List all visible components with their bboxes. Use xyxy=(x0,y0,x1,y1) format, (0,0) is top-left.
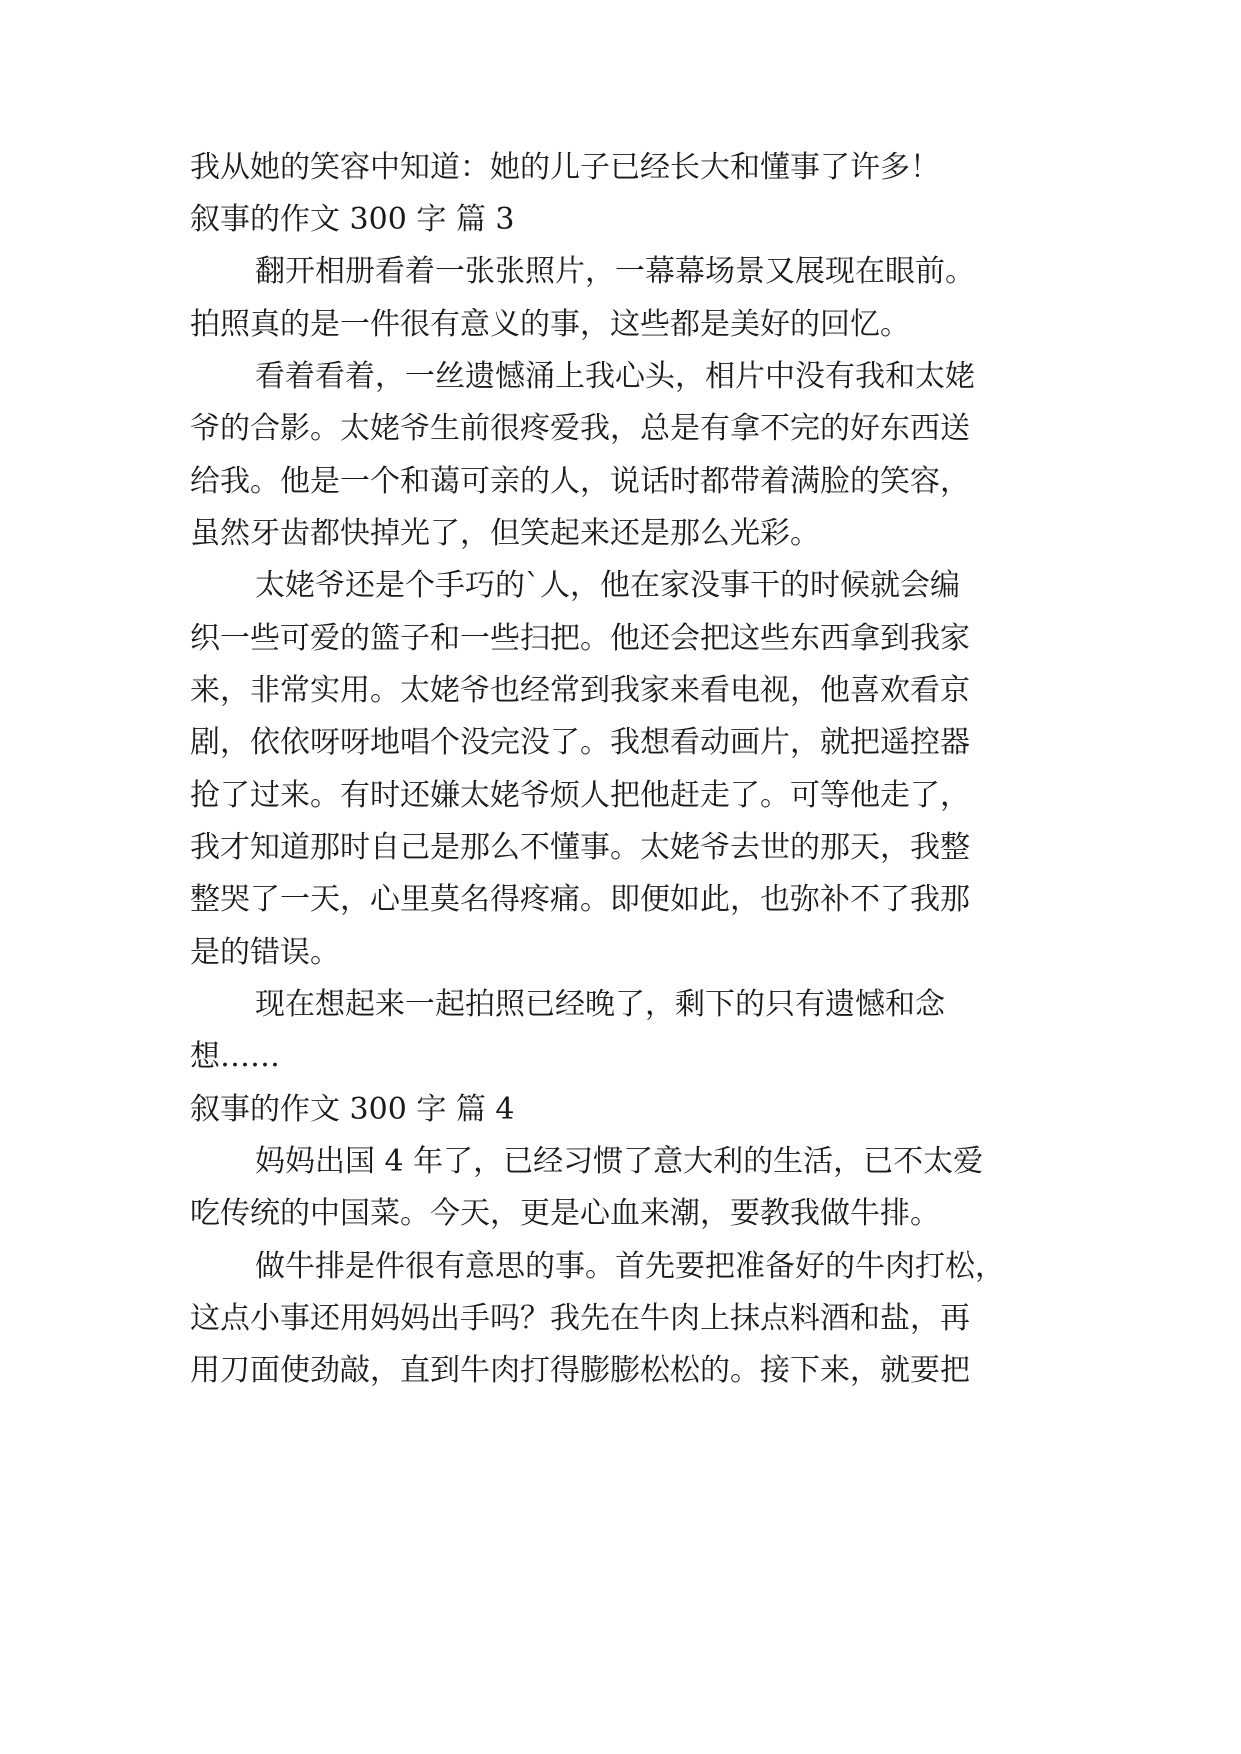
text-line: 给我。他是一个和蔼可亲的人，说话时都带着满脸的笑容， xyxy=(190,464,970,499)
text-line: 这点小事还用妈妈出手吗？我先在牛肉上抹点料酒和盐，再 xyxy=(190,1301,970,1336)
text-line: 现在想起来一起拍照已经晚了，剩下的只有遗憾和念 xyxy=(255,987,945,1022)
text-line: 织一些可爱的篮子和一些扫把。他还会把这些东西拿到我家 xyxy=(190,621,970,656)
text-line: 用刀面使劲敲，直到牛肉打得膨膨松松的。接下来，就要把 xyxy=(190,1353,970,1388)
text-line: 我才知道那时自己是那么不懂事。太姥爷去世的那天，我整 xyxy=(190,830,970,865)
text-line: 太姥爷还是个手巧的`人，他在家没事干的时候就会编 xyxy=(255,568,960,603)
text-line: 是的错误。 xyxy=(190,935,340,970)
text-line: 整哭了一天，心里莫名得疼痛。即便如此，也弥补不了我那 xyxy=(190,882,970,917)
text-line: 想…… xyxy=(190,1039,280,1074)
text-line: 做牛排是件很有意思的事。首先要把准备好的牛肉打松， xyxy=(255,1249,1005,1284)
text-line: 我从她的笑容中知道：她的儿子已经长大和懂事了许多！ xyxy=(190,150,940,185)
text-line: 吃传统的中国菜。今天，更是心血来潮，要教我做牛排。 xyxy=(190,1196,940,1231)
text-line: 剧，依依呀呀地唱个没完没了。我想看动画片，就把遥控器 xyxy=(190,725,970,760)
section-heading: 叙事的作文 300 字 篇 3 xyxy=(190,202,515,237)
text-line: 看着看着，一丝遗憾涌上我心头，相片中没有我和太姥 xyxy=(255,359,975,394)
text-line: 虽然牙齿都快掉光了，但笑起来还是那么光彩。 xyxy=(190,516,820,551)
text-line: 翻开相册看着一张张照片，一幕幕场景又展现在眼前。 xyxy=(255,254,975,289)
text-line: 抢了过来。有时还嫌太姥爷烦人把他赶走了。可等他走了， xyxy=(190,778,970,813)
text-line: 妈妈出国 4 年了，已经习惯了意大利的生活，已不太爱 xyxy=(255,1144,984,1179)
text-line: 拍照真的是一件很有意义的事，这些都是美好的回忆。 xyxy=(190,307,910,342)
text-line: 爷的合影。太姥爷生前很疼爱我，总是有拿不完的好东西送 xyxy=(190,411,970,446)
text-line: 来，非常实用。太姥爷也经常到我家来看电视，他喜欢看京 xyxy=(190,673,970,708)
section-heading: 叙事的作文 300 字 篇 4 xyxy=(190,1092,515,1127)
